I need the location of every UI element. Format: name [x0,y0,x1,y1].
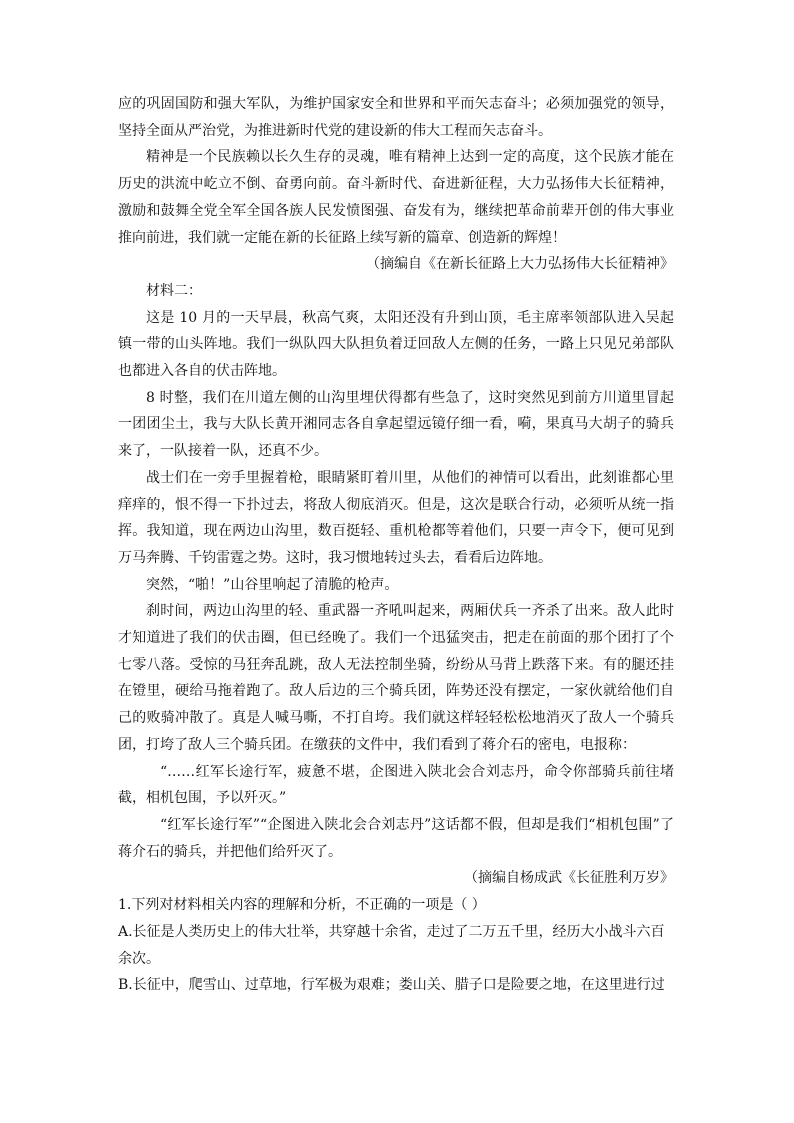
option-b: B.长征中，爬雪山、过草地，行军极为艰难；娄山关、腊子口是险要之地，在这里进行过 [118,977,665,994]
paragraph-spirit: 精神是一个民族赖以长久生存的灵魂，唯有精神上达到一定的高度，这个民族才能在历史的洪流中屹立不倒、奋勇向前。奋斗新时代、奋进新征程，大力弘扬伟大长征精神，激励和鼓舞全党全军全国各族人民发愤图强、奋发有为，继续把革命前辈开创的伟大事业推向前进，我们就一定能在新的长征路上续写新的篇章、创造新的辉煌！ [118,149,674,246]
source-citation-1: （摘编自《在新长征路上大力弘扬伟大长征精神》 [366,256,674,273]
paragraph-continuation: 应的巩固国防和强大军队，为维护国家安全和世界和平而矢志奋斗；必须加强党的领导，坚持全面从严治党，为推进新时代党的建设新的伟大工程而矢志奋斗。 [118,96,674,139]
material-two-heading: 材料二： [146,282,202,299]
paragraph-morning: 这是 10 月的一天早晨，秋高气爽，太阳还没有升到山顶，毛主席率领部队进入吴起镇一带的山头阵地。我们一纵队四大队担负着迂回敌人左侧的任务，一路上只见兄弟部队也都进入各自的伏击阵地。 [118,309,674,380]
paragraph-battle: 刹时间，两边山沟里的轻、重武器一齐吼叫起来，两厢伏兵一齐杀了出来。敌人此时才知道进了我们的伏击圈，但已经晚了。我们一个迅猛突击，把走在前面的那个团打了个七零八落。受惊的马狂奔乱跳，敌人无法控制坐骑，纷纷从马背上跌落下来。有的腿还挂在镫里，硬给马拖着跑了。敌人后边的三个骑兵团，阵势还没有摆定，一家伙就给他们自己的败骑冲散了。真是人喊马嘶，不打自垮。我们就这样轻轻松松地消灭了敌人一个骑兵团，打垮了敌人三个骑兵团。在缴获的文件中，我们看到了蒋介石的密电，电报称： [118,603,674,753]
document-page [118,91,674,999]
source-citation-2: （摘编自杨成武《长征胜利万岁》 [464,870,674,887]
paragraph-eight-oclock: 8 时整，我们在川道左侧的山沟里埋伏得都有些急了，这时突然见到前方川道里冒起一团团尘土，我与大队长黄开湘同志各自拿起望远镜仔细一看，嗬，果真马大胡子的骑兵来了，一队接着一队，还真不少。 [118,389,674,460]
paragraph-commentary: “红军长途行军”“企图进入陕北会合刘志丹”这话都不假，但却是我们“相机包围”了蒋介石的骑兵，并把他们给歼灭了。 [118,816,674,860]
paragraph-soldiers: 战士们在一旁手里握着枪，眼睛紧盯着川里，从他们的神情可以看出，此刻谁都心里痒痒的，恨不得一下扑过去，将敌人彻底消灭。但是，这次是联合行动，必须听从统一指挥。我知道，现在两边山沟里，数百挺轻、重机枪都等着他们，只要一声令下，便可见到万马奔腾、千钧雷霆之势。这时，我习惯地转过头去，看看后边阵地。 [118,469,674,566]
telegram-quote: “……红军长途行军，疲惫不堪，企图进入陕北会合刘志丹，命令你部骑兵前往堵截，相机包围，予以歼灭。” [118,763,674,807]
question-stem: 1.下列对材料相关内容的理解和分析，不正确的一项是（ ） [118,897,486,914]
option-a: A.长征是人类历史上的伟大壮举，共穿越十余省，走过了二万五千里，经历大小战斗六百余次。 [118,923,665,967]
paragraph-gunshot: 突然，“啪！”山谷里响起了清脆的枪声。 [146,576,399,593]
